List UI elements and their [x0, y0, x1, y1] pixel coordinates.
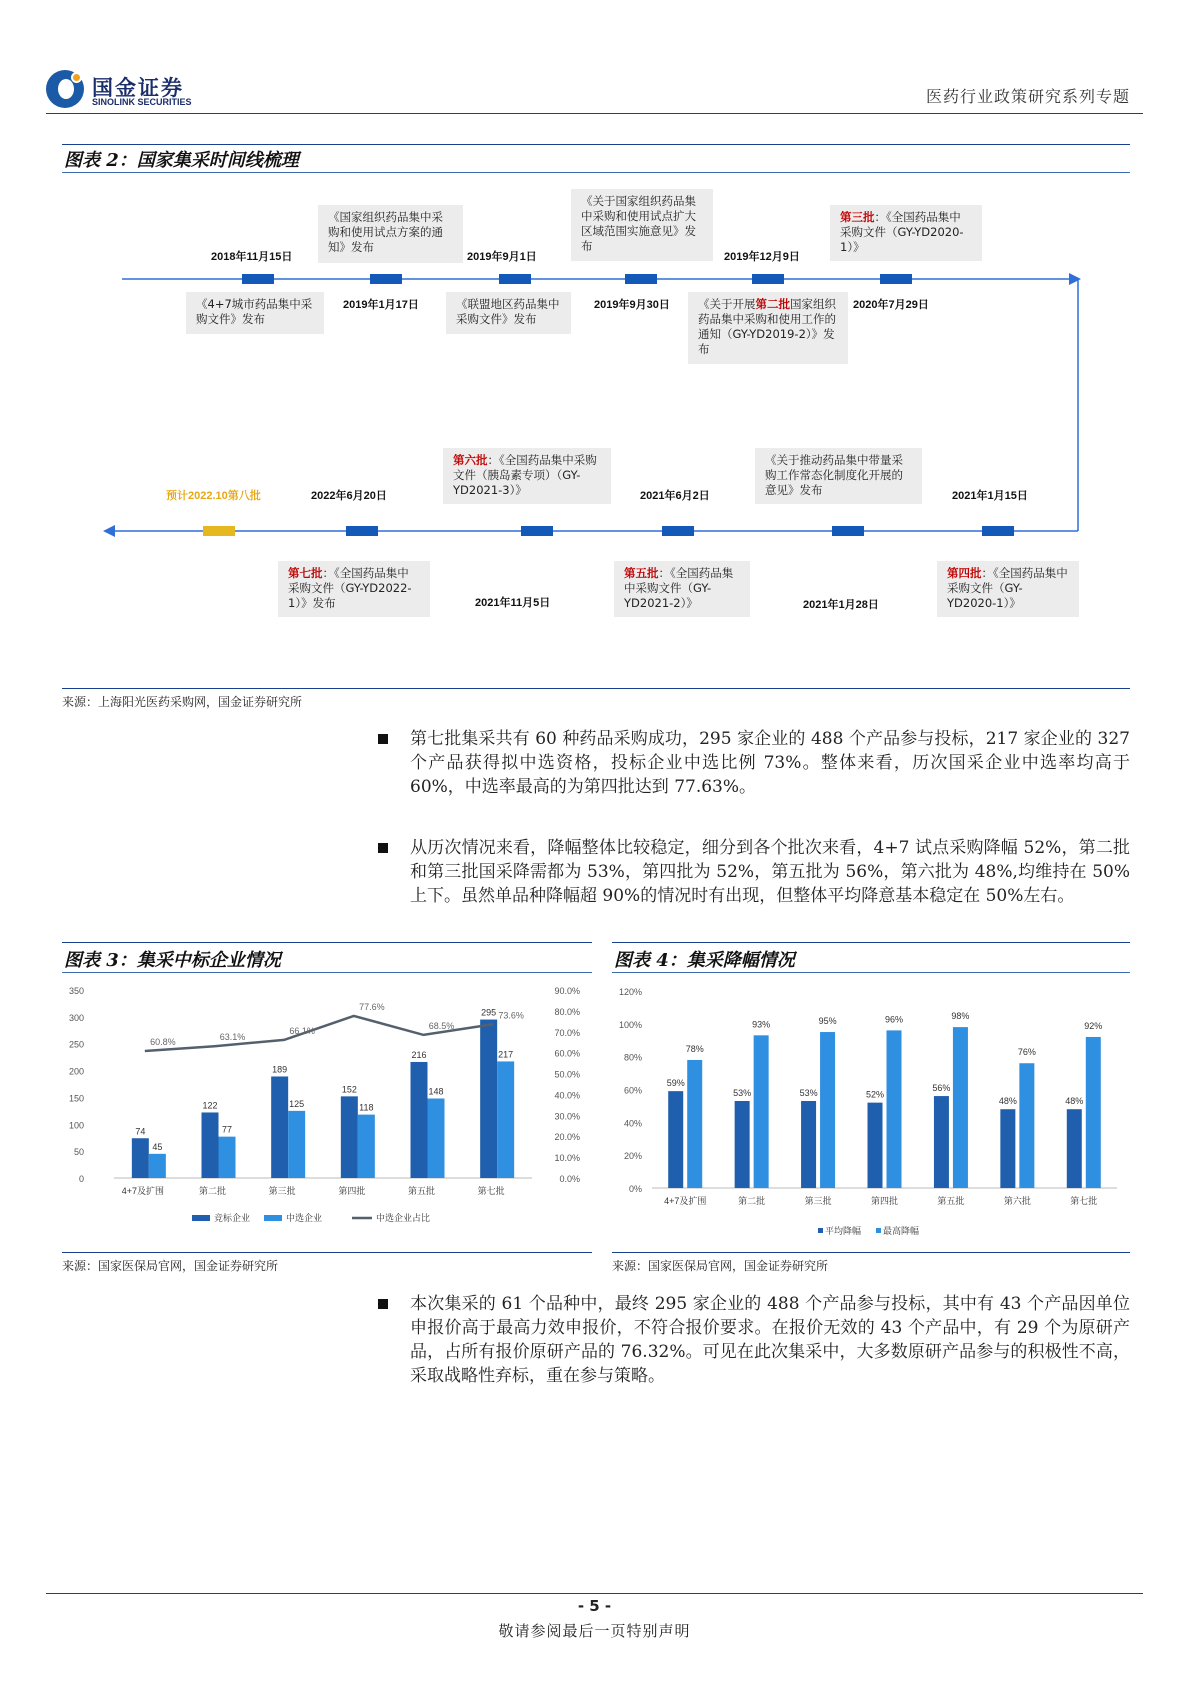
bar-max-drop	[1086, 1037, 1101, 1188]
tl-box-expand-region-text: 《关于国家组织药品集中采购和使用试点扩大区域范围实施意见》发布	[581, 194, 696, 253]
tl-date-future: 预计2022.10第八批	[166, 490, 261, 502]
y2-tick-label: 10.0%	[554, 1153, 580, 1164]
tl-marker-7	[346, 526, 378, 536]
y-tick-label: 0%	[628, 1184, 642, 1194]
bar-bidders	[411, 1062, 428, 1178]
fig3-title-rule	[62, 972, 592, 973]
tl-date-6: 2020年7月29日	[853, 299, 929, 311]
fig3-chart	[62, 976, 592, 1248]
company-logo	[46, 70, 216, 110]
bullet-square-icon	[378, 734, 388, 744]
footer-disclaimer: 敬请参阅最后一页特别声明	[498, 1622, 691, 1640]
fig3-title: 图表 3：集采中标企业情况	[64, 950, 281, 971]
logo-name-cn: 国金证券	[92, 76, 184, 100]
tl-box-batch-4	[937, 561, 1079, 617]
header-title: 医药行业政策研究系列专题	[925, 87, 1130, 106]
tl-date-8: 2021年11月5日	[475, 597, 551, 609]
bullet-paragraph-1	[410, 727, 1130, 799]
bullet-paragraph-2-text: 从历次情况来看，降幅整体比较稳定，细分到各个批次来看，4+7 试点采购降幅 52%，第二批和第三批国采降需都为 53%，第四批为 52%，第五批为 56%，第六批为 48%,均维持在 50%上下。虽然单品种降幅超 90%的情况时有出现，但整体平均降意基本稳定在 50%左右。	[410, 838, 1130, 906]
y-tick-label: 60%	[623, 1085, 642, 1096]
bar-winners	[428, 1099, 445, 1178]
tl-box-batch-3	[830, 205, 982, 261]
bar-winners-label: 125	[289, 1098, 305, 1109]
y-tick-label: 250	[68, 1039, 84, 1050]
bar-max-label: 95%	[818, 1016, 837, 1027]
page-number: - 5 -	[577, 1597, 612, 1615]
tl-box-batch-5-post: ：《全国药品集中采购文件（GY-YD2021-2）》	[624, 566, 734, 610]
x-tick-label: 第七批	[1070, 1196, 1098, 1206]
legend-swatch-winners	[264, 1215, 282, 1221]
tl-box-batch-5	[614, 561, 750, 617]
legend-swatch-max	[876, 1228, 881, 1233]
bar-winners	[219, 1137, 236, 1178]
ratio-point-label: 63.1%	[219, 1032, 246, 1043]
y-tick-label: 40%	[623, 1118, 642, 1129]
bar-bidders-label: 189	[272, 1064, 288, 1075]
tl-box-4plus7-text: 《4+7城市药品集中采购文件》发布	[196, 297, 313, 326]
bar-winners-label: 118	[359, 1102, 374, 1113]
fig3-source: 来源：国家医保局官网，国金证券研究所	[62, 1259, 279, 1273]
tl-marker-8	[521, 526, 553, 536]
tl-box-batch-6-post: ：《全国药品集中采购文件（胰岛素专项）（GY-YD2021-3）》	[453, 453, 597, 497]
bar-bidders-label: 295	[481, 1007, 497, 1018]
tl-box-batch-7-post: ：《全国药品集中采购文件（GY-YD2022-1）》发布	[288, 566, 412, 610]
bar-average-label: 48%	[998, 1096, 1017, 1107]
x-tick-label: 第二批	[738, 1196, 766, 1206]
bar-max-drop	[754, 1035, 769, 1188]
tl-box-batch-7	[278, 561, 430, 617]
bar-max-label: 92%	[1084, 1020, 1103, 1031]
bar-bidders-label: 74	[135, 1126, 146, 1137]
bar-bidders-label: 152	[341, 1084, 357, 1095]
fig4-chart	[612, 976, 1130, 1248]
bar-max-drop	[687, 1060, 702, 1188]
tl-date-5: 2019年12月9日	[724, 251, 800, 263]
legend-label-max: 最高降幅	[883, 1226, 920, 1236]
y-tick-label: 300	[68, 1012, 84, 1023]
y-tick-label: 100	[68, 1120, 84, 1131]
y2-tick-label: 80.0%	[554, 1006, 580, 1017]
bar-max-drop	[1019, 1063, 1034, 1188]
tl-date-9: 2021年6月2日	[640, 490, 710, 502]
bar-bidders	[202, 1112, 219, 1178]
tl-box-4plus7	[186, 292, 324, 334]
tl-box-batch-3-red: 第三批	[840, 210, 875, 224]
bar-average-label: 48%	[1065, 1096, 1084, 1107]
legend-label-winners: 中选企业	[286, 1213, 323, 1223]
ratio-point-label: 68.5%	[428, 1020, 455, 1031]
bar-max-drop	[820, 1032, 835, 1188]
bar-winners	[358, 1115, 375, 1178]
y-tick-label: 80%	[623, 1052, 642, 1063]
tl-marker-9	[662, 526, 694, 536]
fig2-bottom-rule	[62, 688, 1130, 689]
tl-marker-4	[625, 274, 657, 284]
header-rule	[46, 113, 1143, 114]
fig2-top-rule	[62, 144, 1130, 145]
tl-date-4: 2019年9月30日	[594, 299, 670, 311]
x-tick-label: 4+7及扩围	[121, 1186, 164, 1196]
tl-box-alliance	[446, 292, 571, 334]
bar-winners-label: 217	[498, 1049, 514, 1060]
tl-marker-2	[370, 274, 402, 284]
x-tick-label: 第六批	[1003, 1196, 1031, 1206]
y-tick-label: 200	[68, 1066, 84, 1077]
bar-average-label: 56%	[932, 1083, 951, 1094]
bar-average-drop	[868, 1103, 883, 1188]
bar-max-label: 96%	[884, 1014, 904, 1025]
legend-label-bidders: 竞标企业	[214, 1213, 251, 1223]
bar-max-drop	[953, 1027, 968, 1188]
bar-average-drop	[1000, 1109, 1015, 1188]
tl-box-batch-4-post: ：《全国药品集中采购文件（GY-YD2020-1）》	[947, 566, 1068, 610]
fig4-bottom-rule	[612, 1252, 1130, 1253]
logo-dot	[71, 72, 82, 83]
tl-box-batch-4-red: 第四批	[947, 566, 982, 580]
tl-box-pilot-notice	[318, 205, 463, 263]
y2-tick-label: 50.0%	[554, 1069, 580, 1080]
bullet-paragraph-2	[410, 836, 1130, 908]
tl-date-3: 2019年9月1日	[467, 251, 537, 263]
fig4-source: 来源：国家医保局官网，国金证券研究所	[612, 1259, 829, 1273]
ratio-point-label: 73.6%	[498, 1010, 524, 1021]
y2-tick-label: 40.0%	[554, 1090, 580, 1101]
x-tick-label: 第七批	[477, 1186, 505, 1196]
tl-marker-1	[242, 274, 274, 284]
ratio-point-label: 66.1%	[289, 1025, 315, 1036]
x-tick-label: 第四批	[870, 1196, 899, 1206]
y2-tick-label: 90.0%	[554, 986, 580, 996]
tl-date-1: 2018年11月15日	[211, 251, 293, 263]
bar-average-drop	[934, 1096, 949, 1188]
bullet-paragraph-1-text: 第七批集采共有 60 种药品采购成功，295 家企业的 488 个产品参与投标，217 家企业的 327 个产品获得拟中选资格，投标企业中选比例 73%。整体来看，历次国采企业中选率均高于 60%，中选率最高的为第四批达到 77.63%。	[410, 729, 1130, 797]
tl-marker-future	[203, 526, 235, 536]
y2-tick-label: 70.0%	[554, 1027, 580, 1038]
bar-max-label: 93%	[752, 1019, 771, 1030]
bar-bidders	[132, 1138, 149, 1178]
tl-marker-10	[832, 526, 864, 536]
tl-box-batch-2	[688, 292, 848, 364]
bar-average-label: 53%	[733, 1087, 752, 1098]
fig4-top-rule	[612, 942, 1130, 943]
bar-average-label: 52%	[865, 1089, 885, 1100]
y-tick-label: 350	[68, 986, 84, 996]
tl-box-batch-5-red: 第五批	[624, 566, 659, 580]
tl-box-pilot-notice-text: 《国家组织药品集中采购和使用试点方案的通知》发布	[328, 210, 443, 254]
fig2-title: 图表 2：国家集采时间线梳理	[64, 150, 299, 171]
fig2-source: 来源：上海阳光医药采购网，国金证券研究所	[62, 695, 303, 709]
tl-box-alliance-text: 《联盟地区药品集中采购文件》发布	[456, 297, 560, 326]
tl-box-batch-2-red: 第二批	[755, 297, 790, 311]
ratio-point-label: 60.8%	[150, 1036, 176, 1047]
bullet-paragraph-3	[410, 1292, 1130, 1388]
bullet-paragraph-3-text: 本次集采的 61 个品种中，最终 295 家企业的 488 个产品参与投标，其中有 43 个产品因单位申报价高于最高力效申报价，不符合报价要求。在报价无效的 43 个产品中，有 29 个为原研产品，占所有报价原研产品的 76.32%。可见在此次集采中，大多数原研产品参与的积极性不高，采取战略性弃标，重在参与策略。	[410, 1294, 1130, 1386]
x-tick-label: 第四批	[338, 1186, 366, 1196]
bar-winners-label: 77	[221, 1124, 233, 1135]
bar-winners	[288, 1111, 305, 1178]
tl-box-normalize-text: 《关于推动药品集中带量采购工作常态化制度化开展的意见》发布	[765, 453, 903, 497]
tl-box-batch-6	[443, 448, 611, 504]
legend-label-average: 平均降幅	[825, 1226, 862, 1236]
tl-box-batch-6-red: 第六批	[453, 453, 488, 467]
bar-bidders	[480, 1020, 497, 1178]
fig3-bottom-rule	[62, 1252, 592, 1253]
tl-box-batch-2-post: 国家组织药品集中采购和使用工作的通知（GY-YD2019-2）》发布	[698, 297, 836, 356]
bar-average-drop	[801, 1101, 816, 1188]
tl-date-11: 2021年1月15日	[952, 490, 1028, 502]
y2-tick-label: 60.0%	[554, 1048, 580, 1059]
bar-winners	[149, 1154, 166, 1178]
footer-rule	[46, 1593, 1143, 1594]
y2-tick-label: 20.0%	[554, 1132, 580, 1143]
tl-box-batch-3-post: ：《全国药品集中采购文件（GY-YD2020-1）》	[840, 210, 964, 254]
bar-max-label: 76%	[1017, 1047, 1036, 1058]
x-tick-label: 第五批	[937, 1196, 965, 1206]
tl-box-batch-7-red: 第七批	[288, 566, 323, 580]
bar-max-drop	[887, 1030, 902, 1188]
legend-label-ratio: 中选企业占比	[376, 1213, 431, 1223]
y-tick-label: 50	[73, 1147, 84, 1158]
fig3-top-rule	[62, 942, 592, 943]
x-tick-label: 4+7及扩围	[664, 1196, 707, 1206]
tl-date-7: 2022年6月20日	[311, 490, 387, 502]
ratio-point-label: 77.6%	[359, 1001, 385, 1012]
fig4-title: 图表 4：集采降幅情况	[614, 950, 795, 971]
x-tick-label: 第三批	[268, 1186, 296, 1196]
tl-box-expand-region	[571, 189, 713, 261]
tl-box-batch-2-pre: 《关于开展	[698, 297, 756, 311]
bar-bidders	[271, 1076, 288, 1178]
y-tick-label: 120%	[618, 987, 642, 997]
bullet-square-icon	[378, 843, 388, 853]
bar-winners-label: 45	[152, 1141, 163, 1152]
tl-marker-11	[982, 526, 1014, 536]
x-tick-label: 第三批	[804, 1196, 832, 1206]
bar-bidders	[341, 1096, 358, 1178]
tl-box-normalize	[755, 448, 922, 504]
x-tick-label: 第五批	[407, 1186, 436, 1196]
tl-marker-6	[880, 274, 912, 284]
y-tick-label: 20%	[623, 1151, 642, 1162]
y-tick-label: 150	[68, 1093, 84, 1104]
bar-winners	[497, 1061, 514, 1178]
bar-bidders-label: 216	[411, 1049, 427, 1060]
bar-average-drop	[1067, 1109, 1082, 1188]
y-tick-label: 100%	[618, 1019, 642, 1030]
bar-bidders-label: 122	[202, 1100, 218, 1111]
tl-marker-5	[752, 274, 784, 284]
bar-max-label: 98%	[951, 1011, 970, 1022]
bullet-square-icon	[378, 1299, 388, 1309]
y2-tick-label: 30.0%	[554, 1111, 580, 1122]
tl-marker-3	[499, 274, 531, 284]
logo-name-en: SINOLINK SECURITIES	[92, 97, 192, 107]
y2-tick-label: 0.0%	[559, 1174, 580, 1184]
bar-average-drop	[668, 1091, 683, 1188]
bar-average-label: 59%	[666, 1078, 685, 1089]
bar-average-label: 53%	[799, 1087, 818, 1098]
y-tick-label: 0	[78, 1174, 84, 1184]
bar-average-drop	[735, 1101, 750, 1188]
legend-swatch-average	[818, 1228, 823, 1233]
tl-date-10: 2021年1月28日	[803, 599, 879, 611]
bar-max-label: 78%	[685, 1043, 704, 1054]
fig4-title-rule	[612, 972, 1130, 973]
legend-swatch-bidders	[192, 1215, 210, 1221]
bar-winners-label: 148	[428, 1086, 444, 1097]
tl-date-2: 2019年1月17日	[343, 299, 419, 311]
x-tick-label: 第二批	[198, 1186, 227, 1196]
